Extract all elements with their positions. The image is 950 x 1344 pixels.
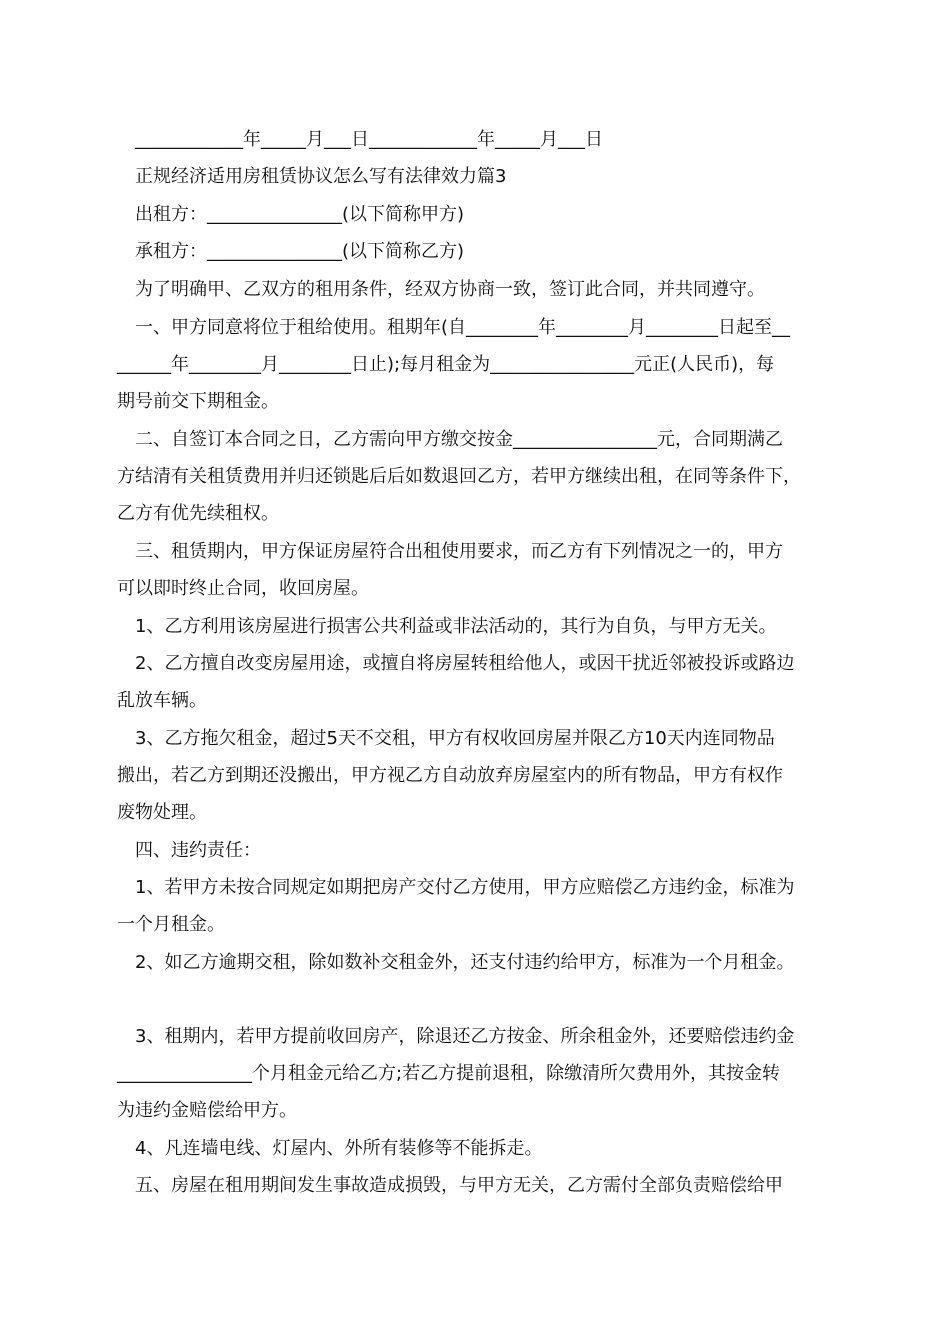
clause-4-item-3-line-1: 3、租期内，若甲方提前收回房产，除退还乙方按金、所余租金外，还要赔偿违约金: [135, 1026, 795, 1047]
clause-4-heading: 四、违约责任：: [135, 840, 261, 861]
clause-4-item-4: 4、凡连墙电线、灯屋内、外所有装修等不能拆走。: [135, 1138, 543, 1159]
clause-4-item-3-line-2: _______________个月租金元给乙方;若乙方提前退租，除缴清所欠费用外，其按金转: [117, 1063, 781, 1084]
clause-2-line-2: 方结清有关租赁费用并归还锁匙后后如数退回乙方，若甲方继续出租，在同等条件下，: [117, 466, 801, 487]
clause-3-item-3-line-3: 废物处理。: [117, 802, 207, 823]
clause-2-line-3: 乙方有优先续租权。: [117, 503, 279, 524]
clause-3-item-2-line-1: 2、乙方擅自改变房屋用途，或擅自将房屋转租给他人，或因干扰近邻被投诉或路边: [135, 653, 795, 674]
clause-1-line-2: ______年________月________日止);每月租金为________________元正(人民币)，每: [117, 354, 775, 375]
clause-3-item-2-line-2: 乱放车辆。: [117, 690, 207, 711]
lessor-line: 出租方：_______________(以下简称甲方): [135, 204, 465, 225]
preamble-paragraph: 为了明确甲、乙双方的租用条件，经双方协商一致，签订此合同，并共同遵守。: [135, 279, 765, 300]
clause-3-item-3-line-1: 3、乙方拖欠租金，超过5天不交租，甲方有权收回房屋并限乙方10天内连同物品: [135, 728, 775, 749]
clause-2-line-1: 二、自签订本合同之日，乙方需向甲方缴交按金________________元，合同期满乙: [135, 429, 783, 450]
clause-3-line-1: 三、租赁期内，甲方保证房屋符合出租使用要求，而乙方有下列情况之一的，甲方: [135, 541, 783, 562]
clause-4-item-1-line-2: 一个月租金。: [117, 914, 225, 935]
clause-3-item-1: 1、乙方利用该房屋进行损害公共利益或非法活动的，其行为自负，与甲方无关。: [135, 616, 777, 637]
clause-3-item-3-line-2: 搬出，若乙方到期还没搬出，甲方视乙方自动放弃房屋室内的所有物品，甲方有权作: [117, 765, 783, 786]
clause-4-item-2: 2、如乙方逾期交租，除如数补交租金外，还支付违约给甲方，标准为一个月租金。: [135, 952, 795, 973]
clause-1-line-1: 一、甲方同意将位于租给使用。租期年(自________年________月________日起至__: [135, 317, 791, 338]
clause-3-line-2: 可以即时终止合同，收回房屋。: [117, 578, 369, 599]
signature-date-line: ____________年_____月___日____________年_____月___日: [135, 129, 603, 150]
clause-4-item-1-line-1: 1、若甲方未按合同规定如期把房产交付乙方使用，甲方应赔偿乙方违约金，标准为: [135, 877, 795, 898]
lessee-line: 承租方：_______________(以下简称乙方): [135, 241, 465, 262]
clause-1-line-3: 期号前交下期租金。: [117, 391, 279, 412]
clause-5-line-1: 五、房屋在租用期间发生事故造成损毁，与甲方无关，乙方需付全部负责赔偿给甲: [135, 1175, 783, 1196]
clause-4-item-3-line-3: 为违约金赔偿给甲方。: [117, 1100, 297, 1121]
section-title: 正规经济适用房租赁协议怎么写有法律效力篇3: [135, 166, 507, 187]
